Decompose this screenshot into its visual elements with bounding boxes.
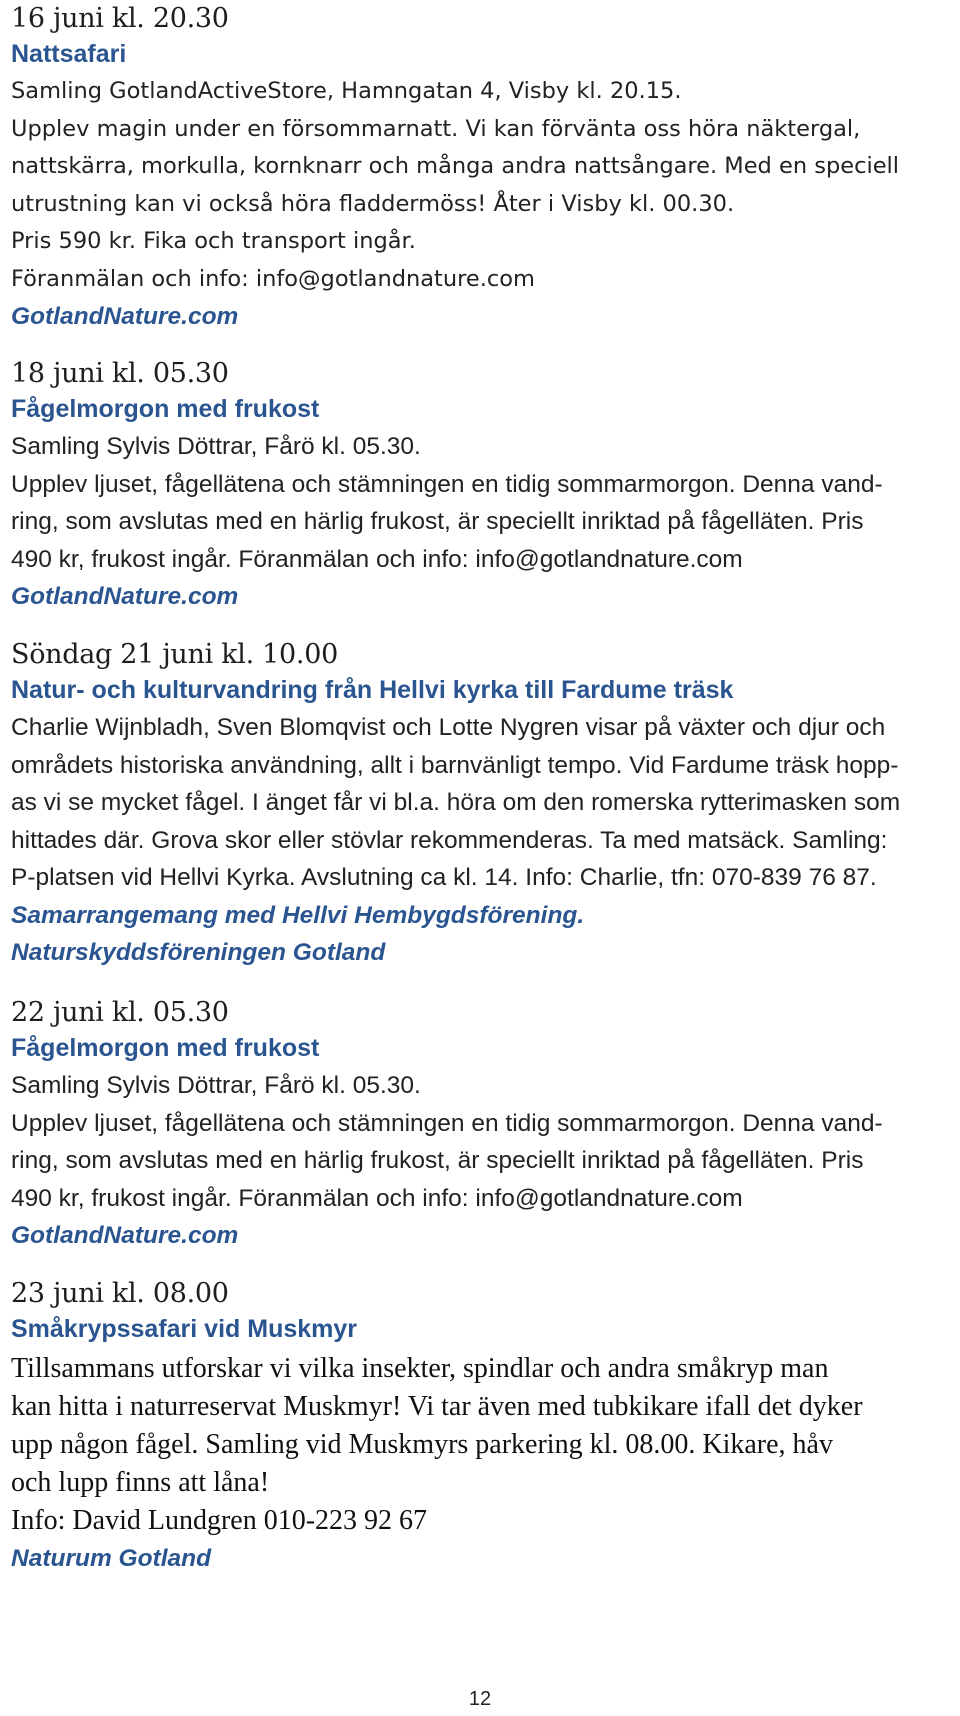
description-line: Samling Sylvis Döttrar, Fårö kl. 05.30.: [11, 433, 421, 460]
event-date: 22 juni kl. 05.30: [11, 997, 229, 1028]
description-line: Samling GotlandActiveStore, Hamngatan 4, Visby kl. 20.15.: [11, 78, 682, 104]
description-line: ring, som avslutas med en härlig frukost, är speciellt inriktad på fågelläten. Pris: [11, 508, 864, 535]
event-title: Nattsafari: [11, 40, 127, 68]
organizer-link[interactable]: Naturum Gotland: [11, 1545, 212, 1572]
event-smakrypssafari: [11, 1277, 863, 1577]
description-line: utrustning kan vi också höra fladdermöss! Åter i Visby kl. 00.30.: [11, 190, 735, 217]
event-title: Natur- och kulturvandring från Hellvi kyrka till Fardume träsk: [11, 676, 734, 704]
description-line: Upplev ljuset, fågellätena och stämningen en tidig sommarmorgon. Denna vand-: [11, 1109, 883, 1137]
description-line: och lupp finns att låna!: [11, 1467, 270, 1498]
event-description: [11, 73, 899, 298]
description-line: Tillsammans utforskar vi vilka insekter, spindlar och andra småkryp man: [11, 1353, 829, 1384]
description-line: hittades där. Grova skor eller stövlar rekommenderas. Ta med matsäck. Samling:: [11, 826, 888, 854]
event-fagelmorgon-2: [11, 996, 883, 1254]
event-date: 23 juni kl. 08.00: [11, 1278, 229, 1309]
description-line: Pris 590 kr. Fika och transport ingår.: [11, 228, 416, 254]
page-number: 12: [468, 1688, 492, 1710]
description-line: ring, som avslutas med en härlig frukost, är speciellt inriktad på fågelläten. Pris: [11, 1147, 864, 1174]
description-line: Samling Sylvis Döttrar, Fårö kl. 05.30.: [11, 1072, 421, 1099]
event-description: [11, 709, 900, 897]
event-nattsafari: [11, 2, 899, 335]
description-line: kan hitta i naturreservat Muskmyr! Vi tar även med tubkikare ifall det dyker: [11, 1391, 863, 1422]
event-date: 18 juni kl. 05.30: [11, 358, 229, 389]
organizer-link[interactable]: Naturskyddsföreningen Gotland: [11, 938, 386, 966]
event-date: Söndag 21 juni kl. 10.00: [11, 639, 338, 670]
event-description: [11, 1067, 883, 1217]
description-line: nattskärra, morkulla, kornknarr och många andra nattsångare. Med en speciell: [11, 153, 900, 179]
description-line: upp någon fågel. Samling vid Muskmyrs parkering kl. 08.00. Kikare, håv: [11, 1429, 833, 1460]
organizer-link[interactable]: GotlandNature.com: [11, 1222, 239, 1249]
description-line: Upplev magin under en försommarnatt. Vi kan förvänta oss höra näktergal,: [11, 115, 861, 142]
description-line: as vi se mycket fågel. I änget får vi bl.a. höra om den romerska rytterimasken som: [11, 789, 901, 816]
event-title: Fågelmorgon med frukost: [11, 395, 320, 423]
event-fagelmorgon-1: [11, 357, 883, 615]
organizer-link[interactable]: GotlandNature.com: [11, 583, 239, 610]
event-description: [11, 428, 883, 578]
organizer-link[interactable]: GotlandNature.com: [11, 303, 239, 330]
event-title: Fågelmorgon med frukost: [11, 1034, 320, 1062]
description-line: Föranmälan och info: info@gotlandnature.com: [11, 265, 535, 292]
description-line: områdets historiska användning, allt i barnvänligt tempo. Vid Fardume träsk hopp-: [11, 751, 899, 779]
organizer-link[interactable]: Samarrangemang med Hellvi Hembygdsförening.: [11, 901, 585, 929]
event-title: Småkrypssafari vid Muskmyr: [11, 1315, 358, 1343]
event-description: [11, 1350, 863, 1540]
event-kulturvandring: [11, 638, 900, 971]
description-line: 490 kr, frukost ingår. Föranmälan och info: info@gotlandnature.com: [11, 545, 743, 573]
description-line: Charlie Wijnbladh, Sven Blomqvist och Lotte Nygren visar på växter och djur och: [11, 714, 886, 741]
description-line: Upplev ljuset, fågellätena och stämningen en tidig sommarmorgon. Denna vand-: [11, 470, 883, 498]
description-line: P-platsen vid Hellvi Kyrka. Avslutning ca kl. 14. Info: Charlie, tfn: 070-839 76 87.: [11, 864, 877, 891]
description-line: Info: David Lundgren 010-223 92 67: [11, 1505, 428, 1536]
event-date: 16 juni kl. 20.30: [11, 3, 229, 34]
description-line: 490 kr, frukost ingår. Föranmälan och info: info@gotlandnature.com: [11, 1184, 743, 1212]
